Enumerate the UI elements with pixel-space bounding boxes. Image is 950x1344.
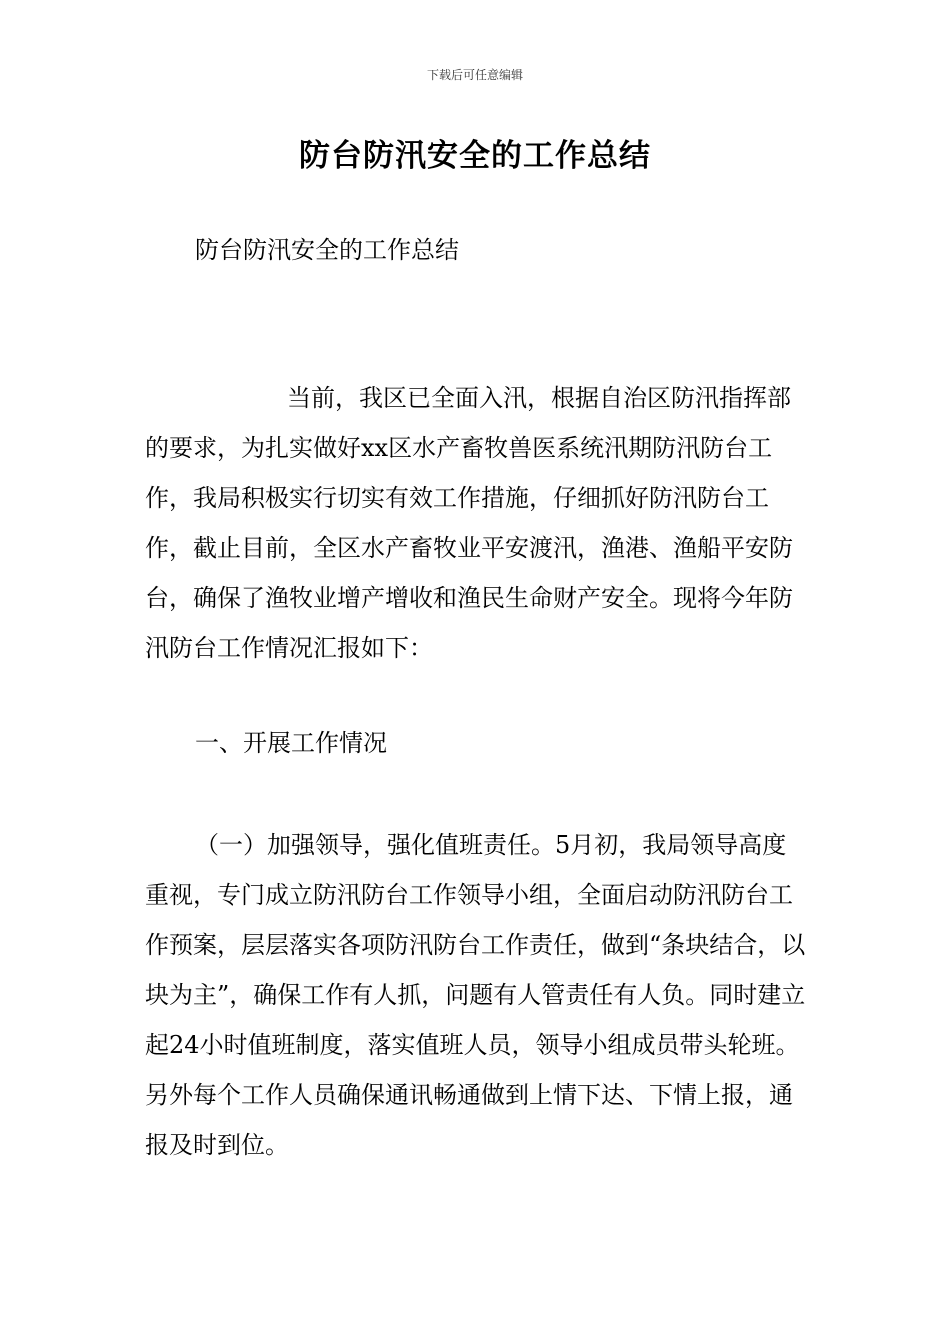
- section-paragraph: （一）加强领导，强化值班责任。5月初，我局领导高度重视，专门成立防汛防台工作领导小组，全面启动防汛防台工作预案，层层落实各项防汛防台工作责任，做到“条块结合，以块为主”，确保工作有人抓，问题有人管责任有人负。同时建立起24小时值班制度，落实值班人员，领导小组成员带头轮班。另外每个工作人员确保通讯畅通做到上情下达、下情上报，通报及时到位。: [145, 831, 806, 1159]
- document-title: 防台防汛安全的工作总结: [299, 138, 651, 174]
- intro-paragraph: 当前，我区已全面入汛，根据自治区防汛指挥部的要求，为扎实做好xx区水产畜牧兽医系统汛期防汛防台工作，我局积极实行切实有效工作措施，仔细抓好防汛防台工作，截止目前，全区水产畜牧业平安渡汛，渔港、渔船平安防台，确保了渔牧业增产增收和渔民生命财产安全。现将今年防汛防台工作情况汇报如下：: [145, 384, 793, 662]
- section-heading: 一、开展工作情况: [195, 729, 387, 757]
- document-subtitle: 防台防汛安全的工作总结: [195, 236, 459, 264]
- header-note: 下载后可任意编辑: [426, 68, 523, 82]
